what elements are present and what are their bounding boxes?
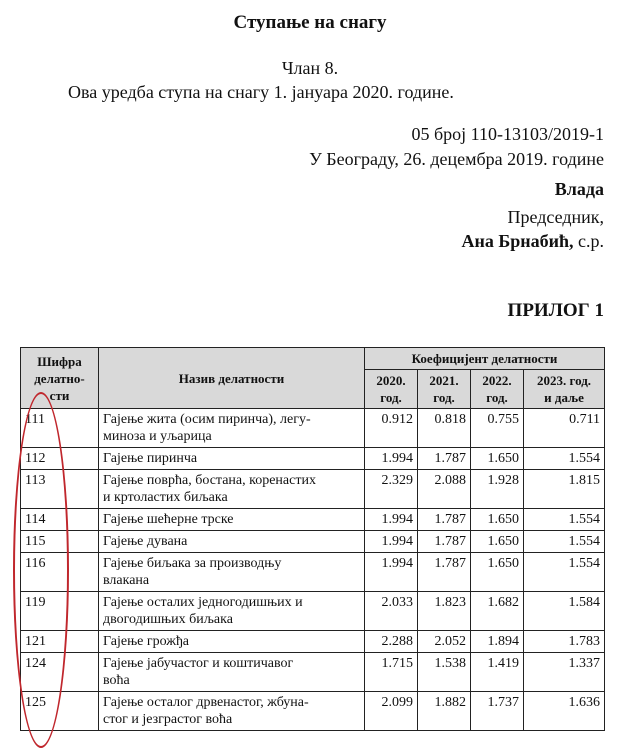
activity-name-line: Гајење јабучастог и коштичавог <box>103 656 294 671</box>
activity-name-line: Гајење осталих једногодишњих и <box>103 595 303 610</box>
coefficient-2020: 0.912 <box>365 409 418 448</box>
activity-name <box>99 592 365 631</box>
table-row <box>21 448 605 470</box>
coefficient-2023: 1.584 <box>524 592 605 631</box>
activity-name-line: стог и језграстог воћа <box>103 712 233 727</box>
coefficient-2021: 1.538 <box>418 653 471 692</box>
coefficient-2022: 1.650 <box>471 509 524 531</box>
header-row <box>21 348 605 370</box>
annex-title: ПРИЛОГ 1 <box>507 300 604 321</box>
coefficient-2020: 1.994 <box>365 531 418 553</box>
activity-code: 119 <box>21 592 99 631</box>
coefficient-2022: 1.682 <box>471 592 524 631</box>
coefficient-2020: 2.099 <box>365 692 418 731</box>
coefficient-2023: 1.636 <box>524 692 605 731</box>
header-activity-name: Назив делатности <box>99 348 365 409</box>
activity-name-line: миноза и уљарица <box>103 429 212 444</box>
coefficient-2021: 1.882 <box>418 692 471 731</box>
signatory-name: Ана Брнабић, <box>461 231 574 251</box>
coefficient-2022: 1.737 <box>471 692 524 731</box>
signatory-role: Председник, <box>507 207 604 227</box>
coefficient-table <box>20 347 605 731</box>
activity-code: 115 <box>21 531 99 553</box>
section-heading: Ступање на снагу <box>233 12 387 33</box>
signed-mark: с.р. <box>578 231 604 251</box>
activity-name <box>99 553 365 592</box>
activity-code: 125 <box>21 692 99 731</box>
table-row <box>21 592 605 631</box>
coefficient-2023: 1.337 <box>524 653 605 692</box>
activity-name <box>99 631 365 653</box>
coefficient-2020: 2.288 <box>365 631 418 653</box>
signatory-line <box>461 231 604 252</box>
coefficient-2022: 1.419 <box>471 653 524 692</box>
activity-code: 124 <box>21 653 99 692</box>
activity-name <box>99 409 365 448</box>
coefficient-2023: 1.815 <box>524 470 605 509</box>
activity-name-line: Гајење пиринча <box>103 451 198 466</box>
coefficient-2022: 1.928 <box>471 470 524 509</box>
header-year-2022: 2022. год. <box>471 370 524 409</box>
table-row <box>21 531 605 553</box>
coefficient-2022: 1.894 <box>471 631 524 653</box>
activity-name-line: Гајење биљака за производњу <box>103 556 282 571</box>
table-row <box>21 692 605 731</box>
coefficient-2022: 0.755 <box>471 409 524 448</box>
coefficient-2020: 2.329 <box>365 470 418 509</box>
coefficient-2023: 1.554 <box>524 448 605 470</box>
activity-name-line: воћа <box>103 673 130 688</box>
activity-name-line: Гајење жита (осим пиринча), легу- <box>103 412 311 427</box>
coefficient-2020: 1.994 <box>365 509 418 531</box>
activity-code: 113 <box>21 470 99 509</box>
table-row <box>21 631 605 653</box>
header-year-2023: 2023. год. и даље <box>524 370 605 409</box>
activity-name <box>99 448 365 470</box>
coefficient-2023: 1.554 <box>524 553 605 592</box>
coefficient-2022: 1.650 <box>471 448 524 470</box>
header-year-2021: 2021. год. <box>418 370 471 409</box>
coefficient-2022: 1.650 <box>471 531 524 553</box>
activity-name <box>99 470 365 509</box>
activity-name-line: Гајење дувана <box>103 534 188 549</box>
place-date: У Београду, 26. децембра 2019. године <box>309 149 604 169</box>
government-label: Влада <box>554 179 604 199</box>
coefficient-2023: 1.554 <box>524 531 605 553</box>
header-coefficient-group: Коефицијент делатности <box>365 348 605 370</box>
activity-code: 121 <box>21 631 99 653</box>
activity-name <box>99 509 365 531</box>
activity-name-line: и кртоластих биљака <box>103 490 228 505</box>
coefficient-2023: 0.711 <box>524 409 605 448</box>
coefficient-2020: 1.715 <box>365 653 418 692</box>
activity-name <box>99 692 365 731</box>
table-row <box>21 509 605 531</box>
header-code: Шифра делатно- сти <box>21 348 99 409</box>
table-row <box>21 409 605 448</box>
activity-name <box>99 531 365 553</box>
activity-name <box>99 653 365 692</box>
coefficient-2021: 1.787 <box>418 509 471 531</box>
activity-code: 111 <box>21 409 99 448</box>
coefficient-2021: 0.818 <box>418 409 471 448</box>
table-row <box>21 470 605 509</box>
activity-name-line: Гајење осталог дрвенастог, жбуна- <box>103 695 309 710</box>
activity-code: 112 <box>21 448 99 470</box>
activity-code: 116 <box>21 553 99 592</box>
coefficient-2020: 1.994 <box>365 553 418 592</box>
coefficient-2021: 1.787 <box>418 553 471 592</box>
activity-name-line: двогодишњих биљака <box>103 612 233 627</box>
table-row <box>21 653 605 692</box>
coefficient-2020: 1.994 <box>365 448 418 470</box>
coefficient-2023: 1.554 <box>524 509 605 531</box>
table-row <box>21 553 605 592</box>
coefficient-2021: 2.052 <box>418 631 471 653</box>
coefficient-2021: 1.787 <box>418 531 471 553</box>
activity-name-line: Гајење поврћа, бостана, коренастих <box>103 473 316 488</box>
article-text: Ова уредба ступа на снагу 1. јануара 2020. године. <box>68 82 454 102</box>
activity-name-line: влакана <box>103 573 150 588</box>
coefficient-2022: 1.650 <box>471 553 524 592</box>
coefficient-2021: 1.787 <box>418 448 471 470</box>
coefficient-2021: 1.823 <box>418 592 471 631</box>
coefficient-2021: 2.088 <box>418 470 471 509</box>
reference-number: 05 број 110-13103/2019-1 <box>411 124 604 144</box>
coefficient-2023: 1.783 <box>524 631 605 653</box>
activity-code: 114 <box>21 509 99 531</box>
coefficient-2020: 2.033 <box>365 592 418 631</box>
article-number: Члан 8. <box>281 58 339 78</box>
header-year-2020: 2020. год. <box>365 370 418 409</box>
activity-name-line: Гајење шећерне трске <box>103 512 234 527</box>
activity-name-line: Гајење грожђа <box>103 634 189 649</box>
